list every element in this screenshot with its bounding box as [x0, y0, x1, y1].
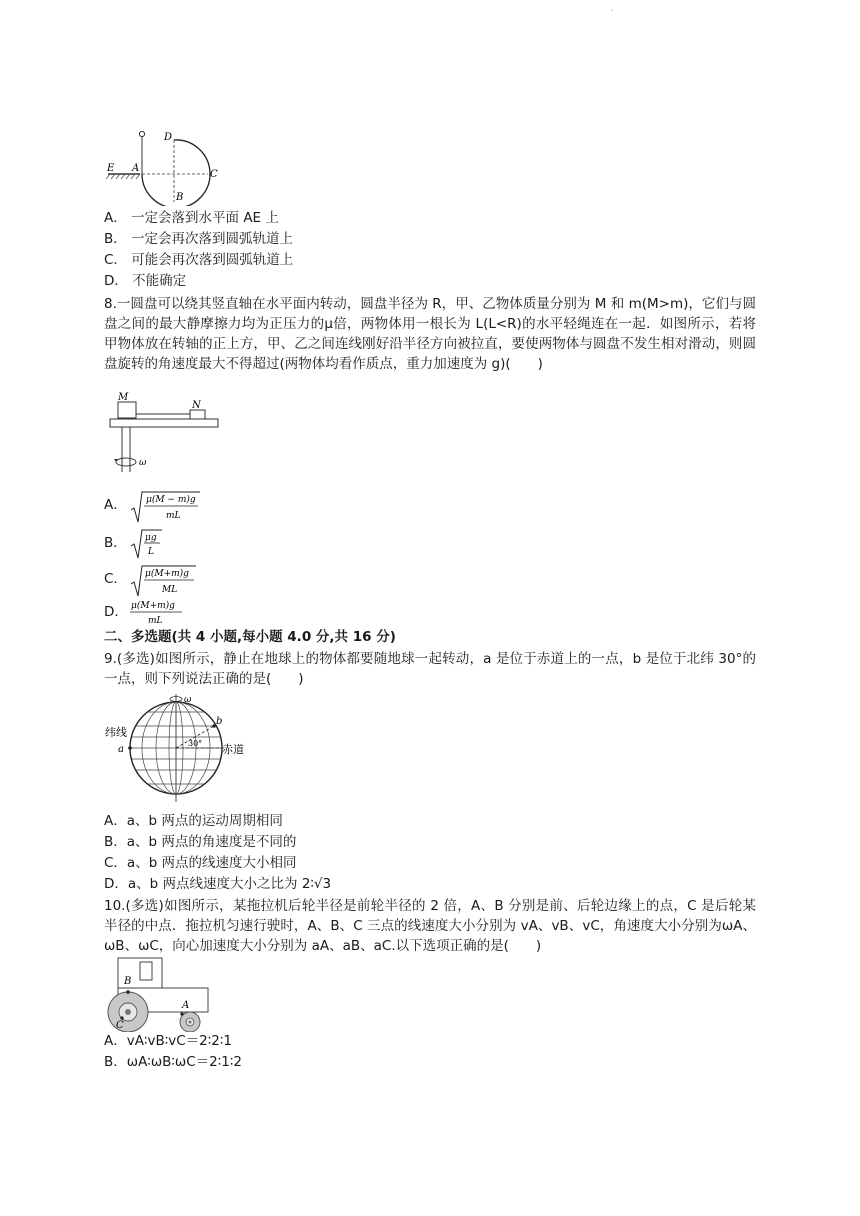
svg-text:ML: ML	[162, 585, 178, 595]
svg-text:mL: mL	[166, 511, 181, 521]
q10-tractor-figure	[104, 956, 214, 1032]
q10-label-c: C	[116, 1020, 124, 1031]
q7-track-figure	[104, 126, 224, 206]
q8-label-omega: ω	[139, 458, 147, 468]
q9-globe-figure	[104, 692, 264, 804]
q7-label-d: D	[164, 132, 173, 143]
q10-option-b: B．ωA∶ωB∶ωC＝2∶1∶2	[104, 1054, 242, 1070]
q9-label-equator: 赤道	[222, 743, 244, 756]
q8-option-c: C． μ(M+m)g ML	[104, 570, 127, 604]
q9-option-c: C．a、b 两点的线速度大小相同	[104, 855, 297, 871]
q8-label-m: M	[118, 392, 129, 403]
q9-option-b: B．a、b 两点的角速度是不同的	[104, 834, 297, 850]
q7-option-a: A． 一定会落到水平面 AE 上	[104, 210, 279, 226]
q8-option-d-formula	[130, 598, 190, 628]
q8-stem: 8.一圆盘可以绕其竖直轴在水平面内转动，圆盘半径为 R，甲、乙物体质量分别为 M 和 m(M>m)，它们与圆盘之间的最大静摩擦力均为正压力的μ倍，两物体用一根长为 L(L<R)的水平轻绳连在一起．如图所示，若将甲物体放在转轴的正上方，甲、乙之间连线刚好沿半径方向被拉直，要使两物体与圆盘不发生相对滑动，则圆盘旋转的角速度最大不得超过(两物体均看作质点，重力加速度为 g)( )	[104, 296, 756, 372]
q10-label-a: A	[182, 1000, 190, 1011]
svg-text:μg: μg	[145, 533, 157, 543]
q9-label-angle: 30°	[188, 739, 203, 748]
q9-label-b: b	[216, 716, 223, 727]
q7-label-c: C	[210, 169, 218, 180]
svg-text:μ(M+m)g: μ(M+m)g	[145, 569, 189, 579]
q8-option-c-formula	[130, 564, 198, 598]
q8-option-a-formula	[130, 490, 202, 526]
q7-option-c: C． 可能会再次落到圆弧轨道上	[104, 252, 294, 268]
q7-option-b: B． 一定会再次落到圆弧轨道上	[104, 231, 294, 247]
q7-label-a: A	[132, 163, 140, 174]
section-2-heading: 二、多选题(共 4 小题,每小题 4.0 分,共 16 分)	[104, 629, 396, 645]
q7-option-d: D． 不能确定	[104, 273, 187, 289]
q8-option-b-formula	[130, 528, 164, 560]
svg-text:mL: mL	[148, 616, 163, 626]
q8-label-n: N	[192, 400, 201, 411]
q9-label-omega: ω	[184, 695, 192, 705]
q9-option-a: A．a、b 两点的运动周期相同	[104, 813, 283, 829]
q7-label-e: E	[107, 163, 115, 174]
q8-option-b: B． μg L	[104, 534, 127, 566]
q7-label-b: B	[176, 192, 184, 203]
q10-option-a: A．vA∶vB∶vC＝2∶2∶1	[104, 1033, 232, 1049]
svg-text:μ(M+m)g: μ(M+m)g	[131, 601, 175, 611]
q9-stem: 9.(多选)如图所示，静止在地球上的物体都要随地球一起转动，a 是位于赤道上的一点，b 是位于北纬 30°的一点，则下列说法正确的是( )	[104, 651, 756, 687]
q9-label-latitude: 纬线	[105, 726, 127, 739]
q10-stem: 10.(多选)如图所示，某拖拉机后轮半径是前轮半径的 2 倍，A、B 分别是前、后轮边缘上的点，C 是后轮某半径的中点．拖拉机匀速行驶时，A、B、C 三点的线速度大小分别为 vA、vB、vC，角速度大小分别为ωA、ωB、ωC，向心加速度大小分别为 aA、aB、aC.以下选项正确的是( )	[104, 898, 756, 954]
q10-label-b: B	[124, 976, 132, 987]
q8-disc-figure	[104, 392, 224, 476]
svg-text:μ(M − m)g: μ(M − m)g	[146, 495, 196, 505]
q9-label-a: a	[118, 744, 124, 755]
q9-option-d: D．a、b 两点线速度大小之比为 2∶√3	[104, 876, 332, 892]
q8-option-a: A． μ(M − m)g mL	[104, 496, 127, 532]
svg-text:L: L	[148, 547, 154, 557]
q8-option-d: D． μ(M+m)g mL	[104, 603, 128, 629]
document-page: · D E A C B A． 一定会落到水平面 AE 上 B． 一定会再次落到圆弧轨道上 C． 可能会再次落到圆弧轨道上 D． 不能确定 8.一圆盘可以绕其竖直轴在水平面内转动，圆盘半径为 R，甲、乙物体质量分别为 M 和 m(M>m)，它们与圆盘之间的最大静摩擦力均为正压力的μ倍，两物体用一根长为 L(L<R)的水平轻绳连在一起．如图所示，若将甲物体放在转轴的正上方，甲、乙之间连线刚好沿半径方向被拉直，要使两物体与圆盘不发生相对滑动，则圆盘旋转的角速度最大不得超过(两物体均看作质点，重力加速度为 g)( ) M N ω A． μ(M − m)g mL B． μg L C． μ(M+m)g ML D． μ(M+m)g mL 二、多选题(共 4 小题,每小题 4.0 分,共 16 分) 9.(多选)如图所示，静止在地球上的物体都要随地球一起转动，a 是位于赤道上的一点，b 是位于北纬 30°的一点，则下列说法正确的是( ) 纬线 a b 30° 赤道 ω A．a、b 两点的运动周期相同 B．a、b 两点的角速度是不同的 C．a、b 两点的线速度大小相同 D．a、b 两点线速度大小之比为 2∶√3 10.(多选)如图所示，某拖拉机后轮半径是前轮半径的 2 倍，A、B 分别是前、后轮边缘上的点，C 是后轮某半径的中点．拖拉机匀速行驶时，A、B、C 三点的线速度大小分别为 vA、vB、vC，角速度大小分别为ωA、ωB、ωC，向心加速度大小分别为 aA、aB、aC.以下选项正确的是( ) B C A A．vA∶vB∶vC＝2∶2∶1 B．ωA∶ωB∶ωC＝2∶1∶2	[104, 6, 756, 1070]
